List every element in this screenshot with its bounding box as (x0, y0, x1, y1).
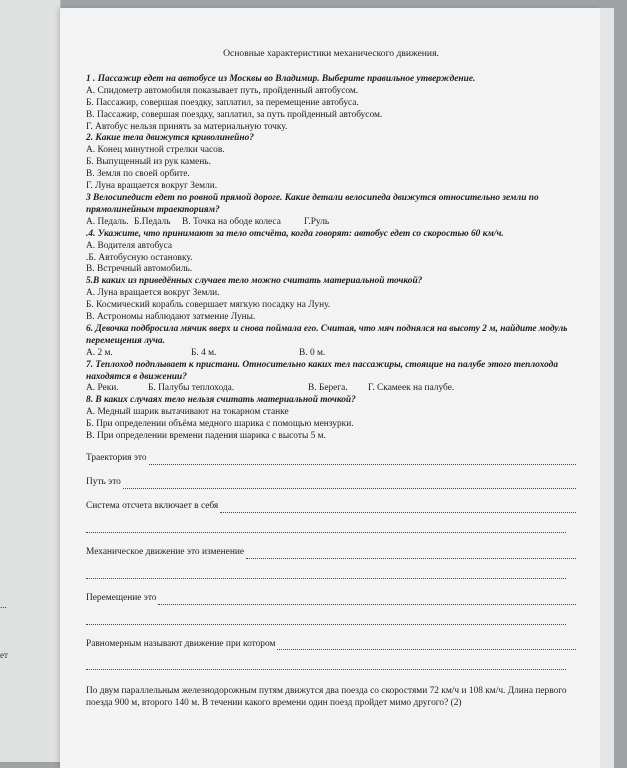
answer-option: А. Луна вращается вокруг Земли. (86, 288, 220, 299)
answer-option: Б. Космический корабль совершает мягкую посадку на Луну. (86, 300, 331, 311)
fill-in-line[interactable] (86, 501, 576, 513)
worksheet-page (60, 8, 600, 768)
question-block (86, 74, 576, 134)
edge-text: ... (0, 600, 7, 610)
question-block (86, 395, 576, 443)
answer-option: .Б. Автобусную остановку. (86, 252, 193, 263)
answer-option: А. Реки. (86, 383, 119, 394)
question-block (86, 324, 576, 360)
answer-option: Б. Пассажир, совершая поездку, заплатил, за перемещение автобуса. (86, 97, 359, 108)
answer-row (86, 383, 576, 395)
answer-blank[interactable] (220, 503, 576, 513)
question-text: 1 . Пассажир едет на автобусе из Москвы во Владимир. Выберите правильное утверждение. (86, 73, 476, 84)
answer-option: А. Медный шарик вытачивают на токарном станке (86, 407, 289, 418)
stacked-pages-edge (600, 8, 614, 768)
fill-in-label: Путь это (86, 476, 121, 487)
question-block (86, 133, 576, 193)
question-text: 5.В каких из приведённых случаев тело можно считать материальной точкой? (86, 276, 423, 287)
fill-in-line[interactable] (86, 453, 576, 465)
answer-option: Б. 4 м. (191, 347, 217, 358)
answer-blank[interactable] (149, 455, 576, 465)
fill-in-label: Траектория это (86, 453, 147, 463)
answer-blank[interactable] (86, 660, 566, 670)
task-problem: По двум параллельным железнодорожным путям движутся два поезда со скоростями 72 км/ч и 108 км/ч. Длина первого поезда 900 м, второго 140 м. В течении какого времени один поезд пройдет мимо другого? (2) (86, 686, 567, 709)
answer-option: Г.Руль (304, 216, 330, 227)
answer-option: А. Водителя автобуса (86, 240, 173, 251)
question-text: 6. Девочка подбросила мячик вверх и снова поймала его. Считая, что мяч поднялся на высоту 2 м, найдите модуль перемещения луча. (86, 323, 568, 346)
question-block (86, 229, 576, 277)
fill-in-line[interactable] (86, 593, 576, 605)
answer-option: А. Спидометр автомобиля показывает путь, пройденный автобусом. (86, 85, 359, 96)
answer-row (86, 348, 576, 360)
fill-in-line[interactable] (86, 639, 576, 651)
answer-option: В. Пассажир, совершая поездку, заплатил, за путь пройденный автобусом. (86, 109, 383, 120)
worksheet-content (86, 48, 576, 710)
answer-blank[interactable] (277, 640, 576, 650)
answer-option: Б. Палубы теплохода. (148, 383, 235, 394)
question-block (86, 193, 576, 229)
answer-option: В. 0 м. (299, 347, 326, 358)
fill-in-label: Перемещение это (86, 592, 157, 603)
answer-blank[interactable] (246, 549, 576, 559)
page-title: Основные характеристики механического движения. (223, 48, 439, 59)
question-text: 7. Теплоход подплывает к пристани. Относительно каких тел пассажиры, стоящие на палубе этого теплохода находятся в движении? (86, 359, 559, 382)
answer-option: В. Земля по своей орбите. (86, 169, 190, 180)
question-text: 8. В каких случаях тело нельзя считать материальной точкой? (86, 395, 356, 406)
answer-row (86, 217, 576, 229)
answer-blank[interactable] (86, 523, 566, 533)
fill-in-section (86, 453, 576, 670)
answer-option: А. 2 м. (86, 347, 113, 358)
question-block (86, 276, 576, 324)
answer-blank[interactable] (158, 595, 576, 605)
answer-blank[interactable] (86, 569, 566, 579)
answer-option: В. Встречный автомобиль. (86, 264, 193, 275)
answer-option: Г. Скамеек на палубе. (368, 383, 455, 394)
answer-option: Г. Луна вращается вокруг Земли. (86, 181, 218, 192)
answer-option: В. Точка на ободе колеса (182, 216, 281, 227)
answer-blank[interactable] (123, 479, 576, 489)
fill-in-label: Равномерным называют движение при котором (86, 638, 276, 649)
question-text: .4. Укажите, что принимают за тело отсчёта, когда говорят: автобус едет со скоростью 60 км/ч. (86, 228, 504, 239)
answer-option: Б. Выпущенный из рук камень. (86, 157, 211, 168)
edge-text: ет (0, 650, 8, 660)
fill-in-label: Система отсчета включает в себя (86, 500, 219, 511)
fill-in-label: Механическое движение это изменение (86, 546, 245, 557)
answer-option: В. Берега. (308, 383, 348, 394)
question-text: 3 Велосипедист едет по ровной прямой дороге. Какие детали велосипеда движутся относительно земли по прямолинейным траекториям? (86, 192, 539, 215)
answer-option: А. Конец минутной стрелки часов. (86, 145, 225, 156)
answer-option: В. При определении времени падения шарика с высоты 5 м. (86, 431, 326, 442)
answer-option: Г. Автобус нельзя принять за материальную точку. (86, 121, 288, 132)
answer-option: А. Педаль. (86, 216, 129, 227)
background-sheet (0, 0, 61, 762)
fill-in-line[interactable] (86, 477, 576, 489)
answer-option: В. Астрономы наблюдают затмение Луны. (86, 312, 256, 323)
answer-option: Б. При определении объёма медного шарика с помощью мензурки. (86, 419, 354, 430)
answer-blank[interactable] (86, 615, 566, 625)
question-block (86, 360, 576, 396)
answer-option: Б.Педаль (134, 216, 171, 227)
question-text: 2. Какие тела движутся криволинейно? (86, 133, 254, 144)
fill-in-line[interactable] (86, 547, 576, 559)
